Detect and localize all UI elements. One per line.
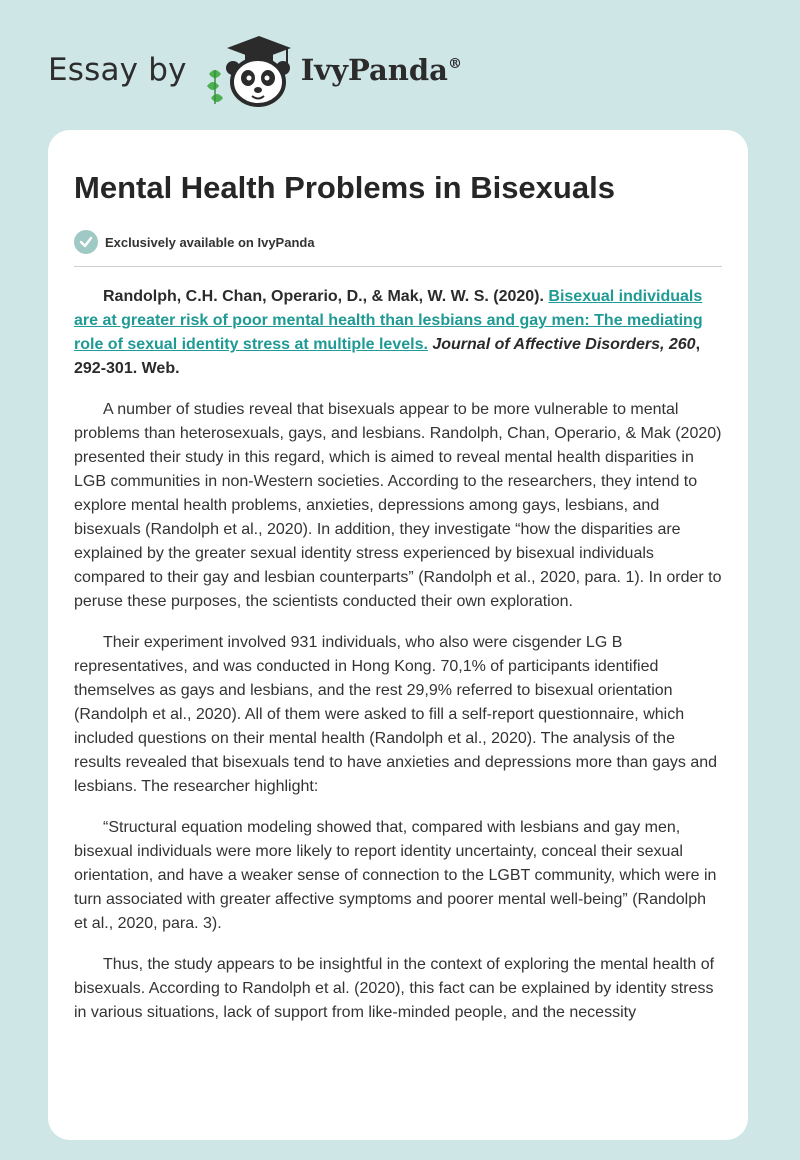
paragraph: A number of studies reveal that bisexuals appear to be more vulnerable to mental problems than heterosexuals, gays, and lesbians. Randolph, Chan, Operario, & Mak (2020) presented their study in this regard, which is aimed to reveal mental health disparities in LGB communities in non-Western societies. According to the researchers, they intend to explore mental health problems, anxieties, depressions among gays, lesbians, and bisexuals (Randolph et al., 2020). In addition, they investigate “how the disparities are explained by the greater sexual identity stress experienced by bisexual individuals compared to their gay and lesbian counterparts” (Randolph et al., 2020, para. 1). In order to peruse these purposes, the scientists conducted their own exploration. bbox=[74, 401, 722, 610]
reference-citation bbox=[74, 285, 722, 381]
paragraph: Their experiment involved 931 individuals, who also were cisgender LG B representatives, and was conducted in Hong Kong. 70,1% of participants identified themselves as gays and lesbians, and the rest 29,9% referred to bisexual orientation (Randolph et al., 2020). All of them were asked to fill a self-report questionnaire, which included questions on their mental health (Randolph et al., 2020). The analysis of the results revealed that bisexuals tend to have anxieties and depressions more than gays and lesbians. The researcher highlight: bbox=[74, 634, 718, 795]
essay-by-label: Essay by bbox=[48, 52, 187, 88]
paragraph: Thus, the study appears to be insightful in the context of exploring the mental health of bisexuals. According to Randolph et al. (2020), this fact can be explained by identity stress in various situations, lack of support from like-minded people, and the necessity bbox=[74, 956, 715, 1021]
exclusive-label: Exclusively available on IvyPanda bbox=[105, 234, 315, 250]
reference-pages: , 292-301. Web. bbox=[74, 336, 701, 377]
reference-link[interactable]: Bisexual individuals are at greater risk of poor mental health than lesbians and gay men: The mediating role of sexual identity stress at multiple levels. bbox=[74, 288, 703, 353]
site-header bbox=[48, 30, 462, 110]
exclusive-badge bbox=[74, 230, 722, 254]
article-card bbox=[48, 130, 748, 1140]
checkmark-icon bbox=[74, 230, 98, 254]
ivypanda-logo-icon[interactable] bbox=[199, 30, 295, 110]
page-title: Mental Health Problems in Bisexuals bbox=[74, 170, 615, 205]
reference-authors: Randolph, C.H. Chan, Operario, D., & Mak, W. W. S. (2020). bbox=[103, 288, 549, 305]
block-quote: “Structural equation modeling showed that, compared with lesbians and gay men, bisexual individuals were more likely to report identity uncertainty, conceal their sexual orientation, and have a weaker sense of connection to the LGBT community, which were in turn associated with greater affective symptoms and poorer mental well-being” (Randolph et al., 2020, para. 3). bbox=[74, 819, 717, 932]
reference-journal: Journal of Affective Disorders, 260 bbox=[432, 336, 696, 353]
article-body bbox=[74, 285, 722, 1025]
brand-name[interactable]: IvyPanda® bbox=[300, 53, 462, 87]
divider bbox=[74, 266, 722, 267]
